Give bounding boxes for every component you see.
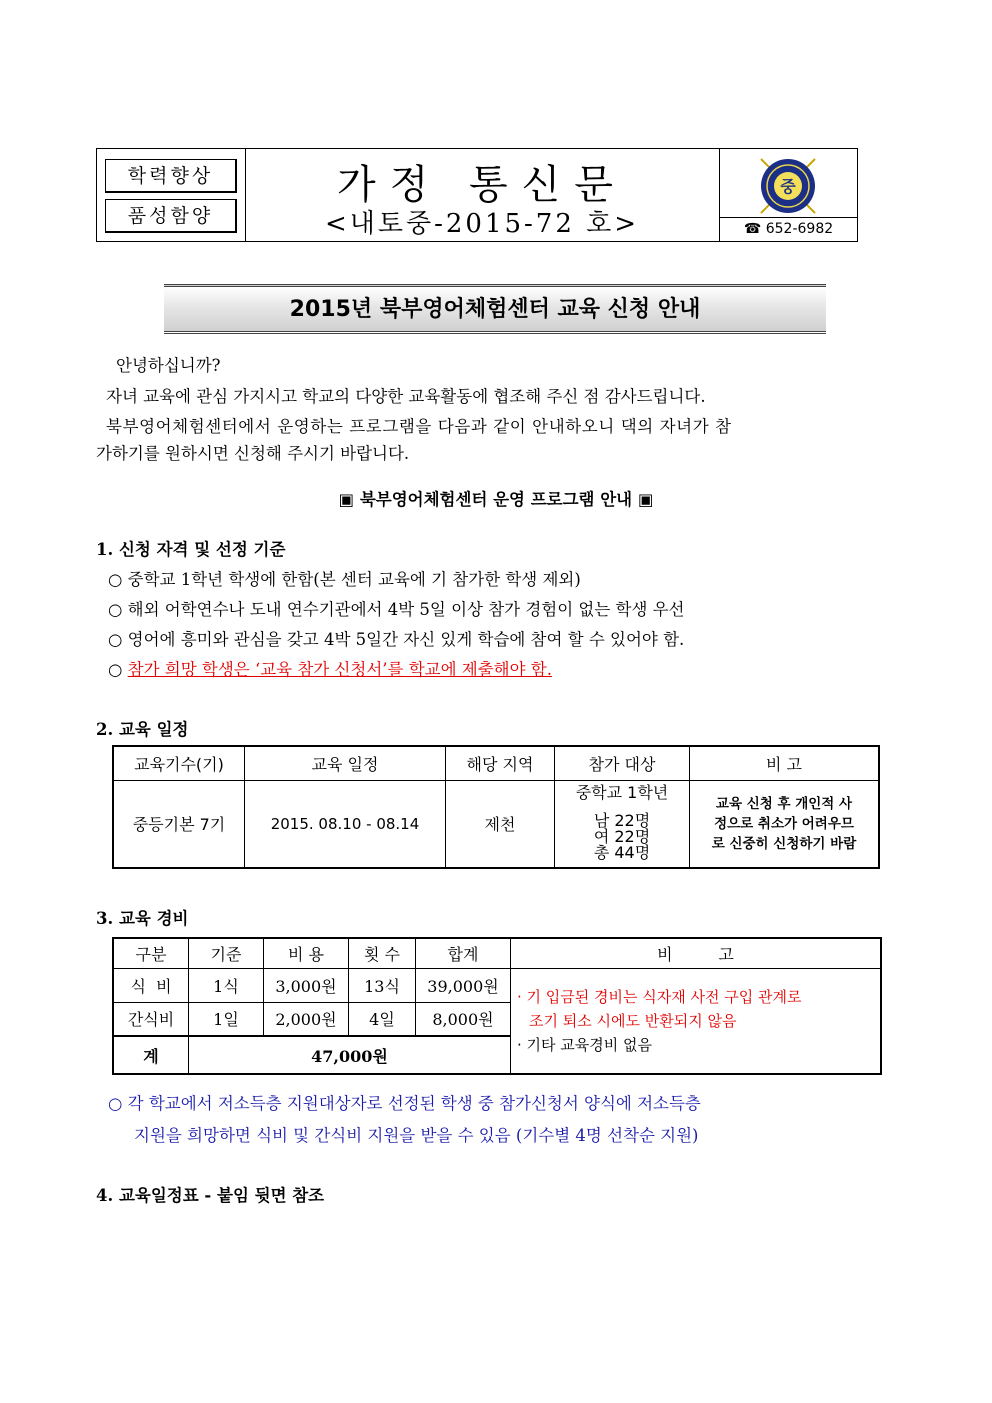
section-title: 1. 신청 자격 및 선정 기준 bbox=[96, 540, 286, 559]
cost-cell: 13식 bbox=[349, 968, 416, 1002]
total-label: 계 bbox=[113, 1036, 189, 1074]
section-title: 3. 교육 경비 bbox=[96, 909, 189, 928]
cost-note-cell bbox=[511, 968, 882, 1074]
schedule-table bbox=[112, 745, 880, 869]
target-male: 남 22명 bbox=[593, 810, 651, 830]
bullet: ○ bbox=[108, 660, 123, 679]
required-notice: 참가 희망 학생은 ‘교육 참가 신청서’를 학교에 제출해야 함. bbox=[127, 660, 552, 679]
table-header: 참가 대상 bbox=[555, 746, 690, 780]
section-title: 4. 교육일정표 - 붙임 뒷면 참조 bbox=[96, 1186, 325, 1205]
table-header: 비 용 bbox=[264, 938, 349, 968]
school-logo-icon bbox=[757, 155, 819, 217]
greeting: 안녕하십니까? bbox=[116, 356, 221, 375]
target-grade: 중학교 1학년 bbox=[575, 782, 669, 802]
cost-cell: 39,000원 bbox=[416, 968, 511, 1002]
intro-line: 자녀 교육에 관심 가지시고 학교의 다양한 교육활동에 협조해 주신 점 감사드립니다. bbox=[106, 387, 706, 406]
note-line: 로 신중히 신청하기 바람 bbox=[711, 835, 857, 852]
table-header: 교육 일정 bbox=[245, 746, 446, 780]
criteria-item: ○ 중학교 1학년 학생에 한함(본 센터 교육에 기 참가한 학생 제외) bbox=[108, 570, 581, 589]
table-header: 해당 지역 bbox=[446, 746, 555, 780]
table-row bbox=[113, 780, 879, 868]
note-line: 정으로 취소가 어려우므 bbox=[714, 815, 854, 832]
table-header: 교육기수(기) bbox=[113, 746, 245, 780]
region-cell: 제천 bbox=[446, 780, 555, 868]
motto-character: 품성함양 bbox=[105, 199, 237, 233]
table-header-row bbox=[113, 938, 881, 968]
main-title: 2015년 북부영어체험센터 교육 신청 안내 bbox=[164, 284, 826, 334]
cost-cell: 1식 bbox=[189, 968, 264, 1002]
newsletter-header bbox=[96, 148, 858, 242]
target-total: 총 44명 bbox=[593, 842, 651, 862]
cost-cell: 8,000원 bbox=[416, 1002, 511, 1036]
term-cell: 중등기본 7기 bbox=[113, 780, 245, 868]
dates-cell: 2015. 08.10 - 08.14 bbox=[245, 780, 446, 868]
cost-table bbox=[112, 937, 882, 1075]
table-header: 기준 bbox=[189, 938, 264, 968]
school-phone: ☎ 652-6982 bbox=[719, 217, 858, 241]
table-header: 비 고 bbox=[511, 938, 882, 968]
other-cost-note: · 기타 교육경비 없음 bbox=[517, 1035, 652, 1054]
table-header-row bbox=[113, 746, 879, 780]
table-row bbox=[113, 968, 881, 1002]
issue-number: <내토중-2015-72 호> bbox=[324, 209, 640, 239]
logo-character: 중 bbox=[780, 177, 796, 196]
cost-cell: 3,000원 bbox=[264, 968, 349, 1002]
target-cell bbox=[555, 780, 690, 868]
intro-line: 북부영어체험센터에서 운영하는 프로그램을 다음과 같이 안내하오니 댁의 자녀가 참 bbox=[106, 417, 732, 436]
target-female: 여 22명 bbox=[593, 826, 651, 846]
table-header: 구분 bbox=[113, 938, 189, 968]
criteria-item: ○ 해외 어학연수나 도내 연수기관에서 4박 5일 이상 참가 경험이 없는 학생 우선 bbox=[108, 600, 685, 619]
refund-notice: · 기 입금된 경비는 식자재 사전 구입 관계로 bbox=[517, 987, 802, 1006]
total-value: 47,000원 bbox=[189, 1036, 511, 1074]
note-line: 교육 신청 후 개인적 사 bbox=[715, 795, 853, 812]
support-notice: ○ 각 학교에서 저소득층 지원대상자로 선정된 학생 중 참가신청서 양식에 저소득층 bbox=[108, 1094, 701, 1113]
intro-line: 가하기를 원하시면 신청해 주시기 바랍니다. bbox=[96, 444, 410, 463]
program-heading: ▣ 북부영어체험센터 운영 프로그램 안내 ▣ bbox=[338, 490, 654, 509]
support-notice: 지원을 희망하면 식비 및 간식비 지원을 받을 수 있음 (기수별 4명 선착순 지원) bbox=[134, 1126, 699, 1145]
cost-cell: 2,000원 bbox=[264, 1002, 349, 1036]
table-header: 합계 bbox=[416, 938, 511, 968]
motto-academic: 학력향상 bbox=[105, 159, 237, 193]
refund-notice: 조기 퇴소 시에도 반환되지 않음 bbox=[529, 1011, 737, 1030]
newsletter-title: 가정 통신문 bbox=[337, 162, 627, 208]
note-cell bbox=[690, 780, 880, 868]
section-title: 2. 교육 일정 bbox=[96, 720, 189, 739]
cost-cell: 4일 bbox=[349, 1002, 416, 1036]
table-header: 횟 수 bbox=[349, 938, 416, 968]
table-header: 비 고 bbox=[690, 746, 880, 780]
cost-cell: 식 비 bbox=[113, 968, 189, 1002]
criteria-item bbox=[108, 656, 552, 680]
criteria-item: ○ 영어에 흥미와 관심을 갖고 4박 5일간 자신 있게 학습에 참여 할 수 있어야 함. bbox=[108, 630, 685, 649]
cost-cell: 간식비 bbox=[113, 1002, 189, 1036]
cost-cell: 1일 bbox=[189, 1002, 264, 1036]
